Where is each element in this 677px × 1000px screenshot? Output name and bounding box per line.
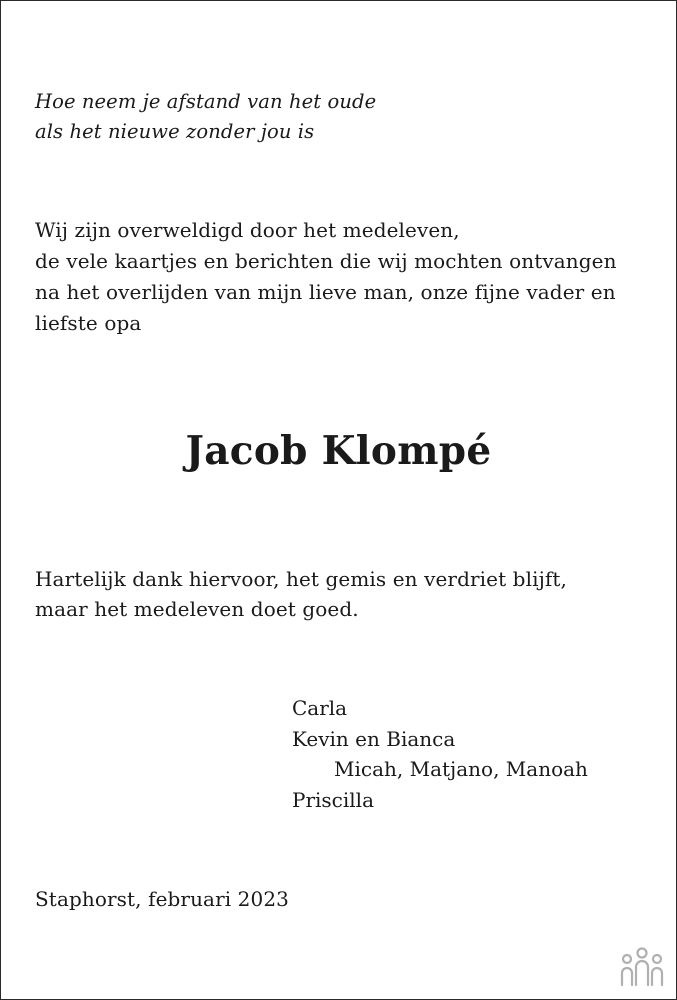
intro-line-3: na het overlijden van mijn lieve man, onze fijne vader en [35, 280, 616, 304]
deceased-name: Jacob Klompé [185, 428, 492, 474]
people-group-icon [619, 945, 665, 987]
intro-line-1: Wij zijn overweldigd door het medeleven, [35, 218, 460, 242]
signatory-carla: Carla [292, 696, 348, 720]
signatory-kevin-bianca: Kevin en Bianca [292, 727, 456, 751]
motto-line-2: als het nieuwe zonder jou is [35, 120, 315, 143]
place-date: Staphorst, februari 2023 [35, 887, 289, 911]
signatory-priscilla: Priscilla [292, 788, 374, 812]
signatory-grandchildren: Micah, Matjano, Manoah [334, 757, 588, 781]
motto-line-1: Hoe neem je afstand van het oude [35, 90, 377, 113]
thanks-line-1: Hartelijk dank hiervoor, het gemis en verdriet blijft, [35, 567, 567, 591]
thanks-line-2: maar het medeleven doet goed. [35, 597, 359, 621]
intro-line-4: liefste opa [35, 311, 142, 335]
intro-line-2: de vele kaartjes en berichten die wij mochten ontvangen [35, 249, 617, 273]
